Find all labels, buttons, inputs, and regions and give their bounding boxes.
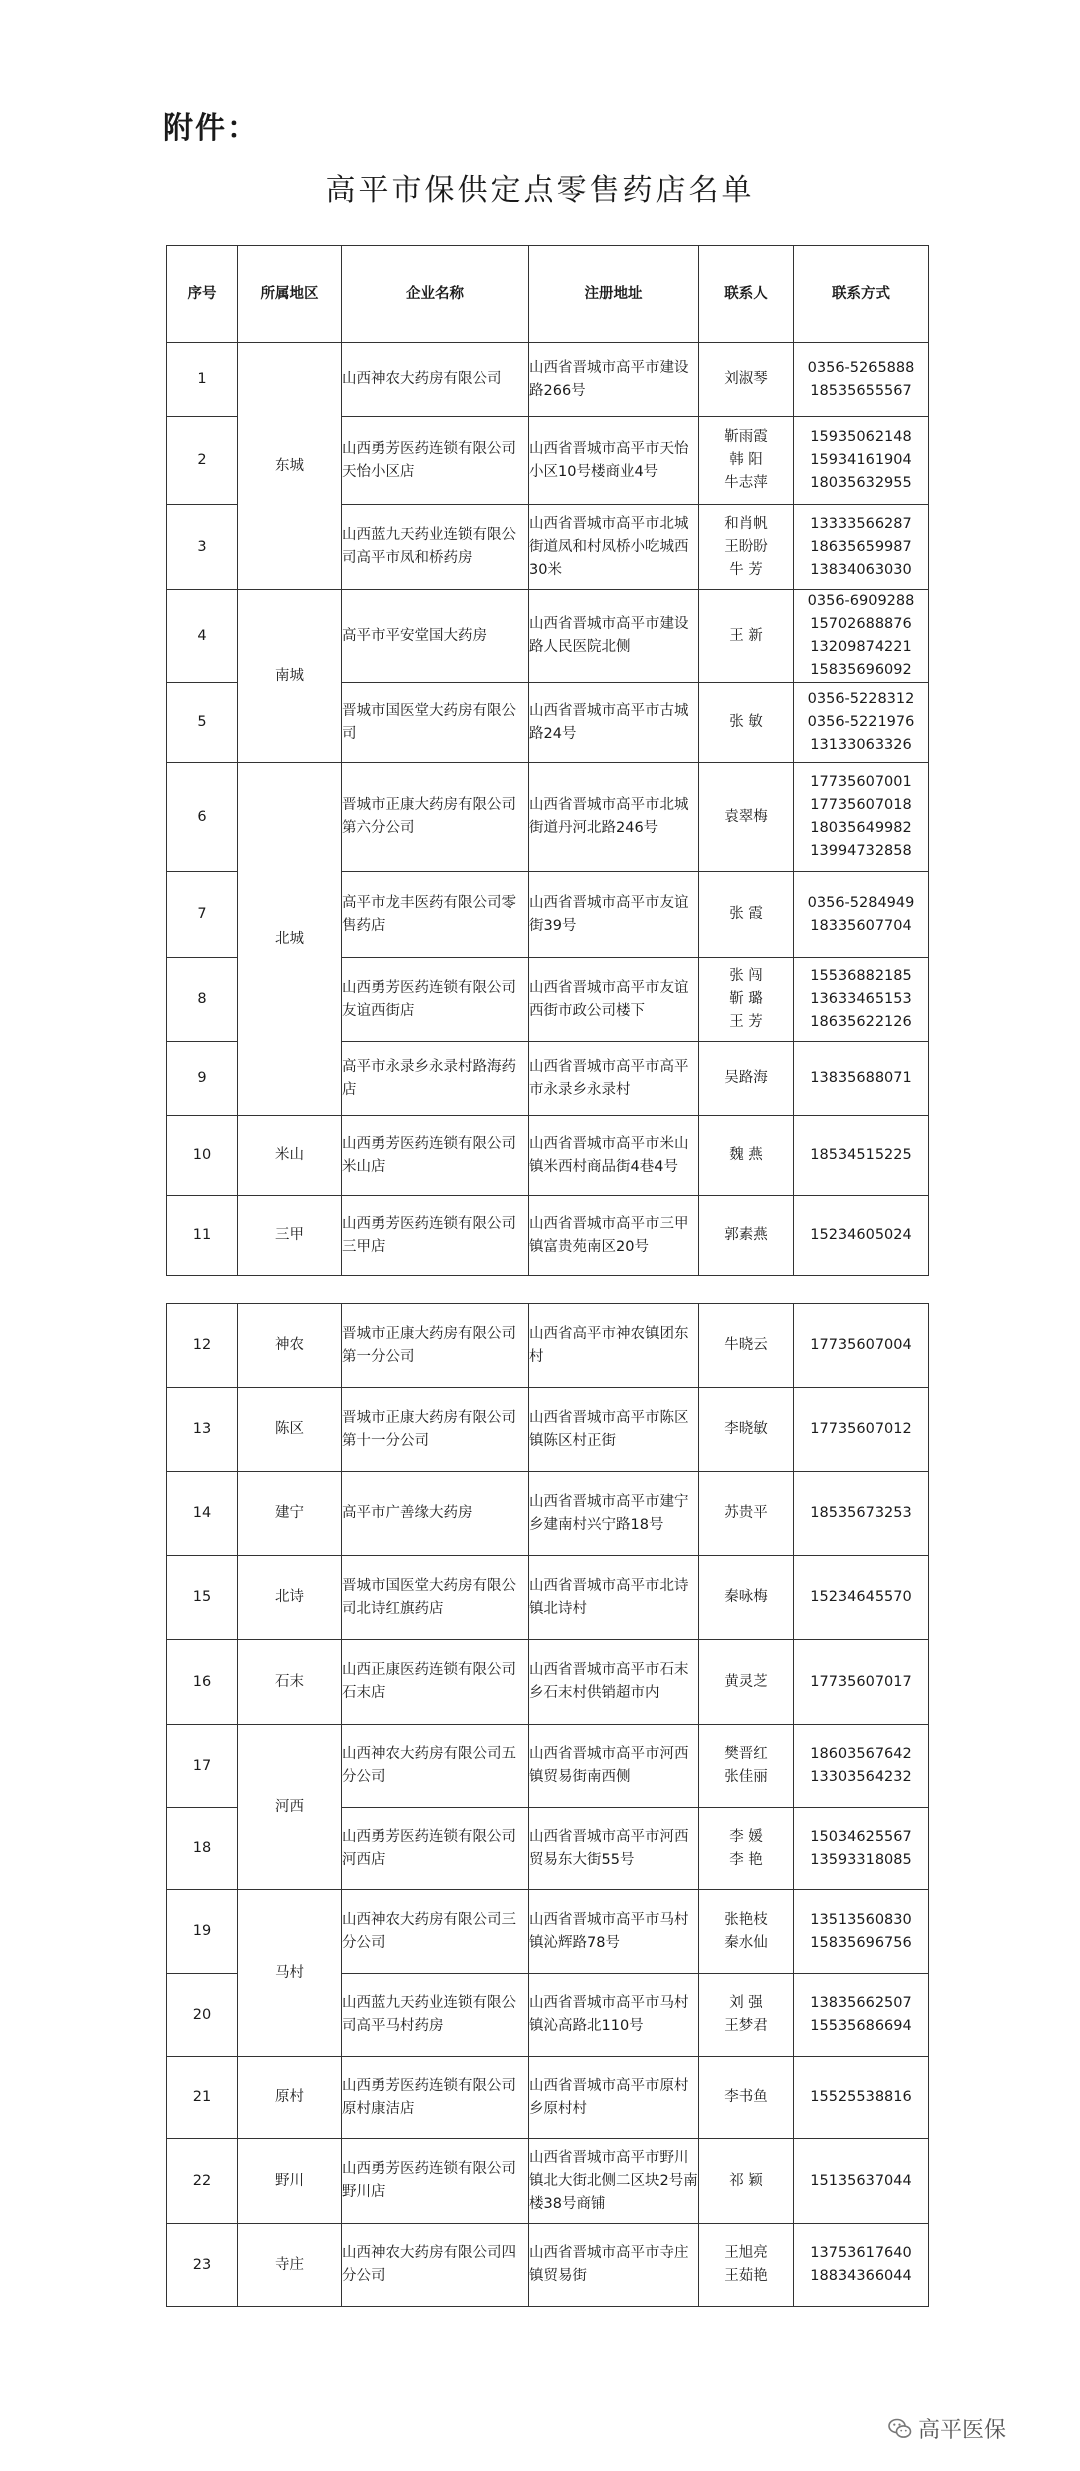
row-number: 23 xyxy=(167,2224,238,2307)
row-number: 3 xyxy=(167,505,238,590)
watermark xyxy=(888,2413,1006,2444)
registered-address: 山西省晋城市高平市北城街道丹河北路246号 xyxy=(529,763,699,872)
contact-phone xyxy=(794,2224,929,2307)
area-cell: 河西 xyxy=(238,1725,342,1890)
contact-name: 靳 璐 xyxy=(729,991,763,1007)
pharmacy-table-part-2 xyxy=(166,1303,929,2307)
company-name: 高平市平安堂国大药房 xyxy=(342,590,529,683)
contact-person xyxy=(699,1042,794,1116)
contact-person xyxy=(699,1725,794,1808)
phone-number: 0356-5221976 xyxy=(807,714,915,730)
registered-address: 山西省晋城市高平市米山镇米西村商品街4巷4号 xyxy=(529,1116,699,1196)
phone-number: 18635659987 xyxy=(810,538,912,555)
company-name: 山西勇芳医药连锁有限公司原村康洁店 xyxy=(342,2057,529,2139)
table-row xyxy=(167,1725,929,1808)
contact-phone xyxy=(794,2139,929,2224)
contact-name: 刘 强 xyxy=(729,1995,763,2011)
table-row xyxy=(167,1388,929,1472)
contact-person xyxy=(699,1890,794,1974)
contact-person xyxy=(699,763,794,872)
row-number: 6 xyxy=(167,763,238,872)
registered-address: 山西省晋城市高平市友谊街39号 xyxy=(529,872,699,958)
area-cell: 野川 xyxy=(238,2139,342,2224)
table-row xyxy=(167,1640,929,1725)
row-number: 21 xyxy=(167,2057,238,2139)
phone-number: 15234605024 xyxy=(810,1227,912,1243)
area-cell: 北诗 xyxy=(238,1556,342,1640)
header-cell: 联系方式 xyxy=(794,246,929,343)
area-cell: 建宁 xyxy=(238,1472,342,1556)
registered-address: 山西省晋城市高平市高平市永录乡永录村 xyxy=(529,1042,699,1116)
registered-address: 山西省晋城市高平市原村乡原村村 xyxy=(529,2057,699,2139)
contact-name: 王 芳 xyxy=(729,1014,763,1030)
registered-address: 山西省晋城市高平市北诗镇北诗村 xyxy=(529,1556,699,1640)
contact-name: 张 敏 xyxy=(729,714,763,730)
company-name: 山西蓝九天药业连锁有限公司高平马村药房 xyxy=(342,1974,529,2057)
contact-person xyxy=(699,1388,794,1472)
contact-name: 刘淑琴 xyxy=(724,371,768,387)
company-name: 晋城市正康大药房有限公司第一分公司 xyxy=(342,1304,529,1388)
contact-name: 韩 阳 xyxy=(729,452,763,468)
area-cell: 东城 xyxy=(238,343,342,590)
contact-person xyxy=(699,343,794,417)
contact-phone xyxy=(794,1042,929,1116)
row-number: 18 xyxy=(167,1808,238,1890)
contact-name: 张 霞 xyxy=(729,906,763,922)
contact-phone xyxy=(794,1890,929,1974)
area-cell: 三甲 xyxy=(238,1196,342,1276)
contact-name: 王茹艳 xyxy=(724,2268,768,2284)
contact-person xyxy=(699,1116,794,1196)
row-number: 10 xyxy=(167,1116,238,1196)
company-name: 山西神农大药房有限公司五分公司 xyxy=(342,1725,529,1808)
phone-number: 18834366044 xyxy=(810,2268,912,2284)
table-row xyxy=(167,2057,929,2139)
table-row xyxy=(167,2224,929,2307)
table-row xyxy=(167,1116,929,1196)
registered-address: 山西省晋城市高平市建设路人民医院北侧 xyxy=(529,590,699,683)
phone-number: 15535686694 xyxy=(810,2018,912,2034)
contact-person xyxy=(699,683,794,763)
area-cell: 南城 xyxy=(238,590,342,763)
contact-name: 靳雨霞 xyxy=(724,429,768,445)
registered-address: 山西省晋城市高平市马村镇沁辉路78号 xyxy=(529,1890,699,1974)
contact-name: 郭素燕 xyxy=(724,1227,768,1243)
registered-address: 山西省晋城市高平市北城街道凤和村凤桥小吃城西30米 xyxy=(529,505,699,590)
company-name: 高平市龙丰医药有限公司零售药店 xyxy=(342,872,529,958)
company-name: 山西神农大药房有限公司 xyxy=(342,343,529,417)
company-name: 晋城市正康大药房有限公司第六分公司 xyxy=(342,763,529,872)
table-row xyxy=(167,763,929,872)
phone-number: 17735607001 xyxy=(810,774,912,790)
registered-address: 山西省高平市神农镇团东村 xyxy=(529,1304,699,1388)
phone-number: 0356-6909288 xyxy=(807,593,915,609)
contact-phone xyxy=(794,763,929,872)
contact-name: 秦水仙 xyxy=(724,1934,768,1951)
phone-number: 0356-5228312 xyxy=(807,691,915,707)
contact-name: 张艳枝 xyxy=(724,1911,768,1928)
contact-person xyxy=(699,505,794,590)
phone-number: 15525538816 xyxy=(810,2089,912,2105)
company-name: 山西蓝九天药业连锁有限公司高平市凤和桥药房 xyxy=(342,505,529,590)
contact-person xyxy=(699,1640,794,1725)
contact-name: 樊晋红 xyxy=(724,1746,768,1762)
area-cell: 石末 xyxy=(238,1640,342,1725)
area-cell: 陈区 xyxy=(238,1388,342,1472)
table-row xyxy=(167,343,929,417)
table-header-row xyxy=(167,246,929,343)
phone-number: 17735607012 xyxy=(810,1421,912,1437)
contact-name: 黄灵芝 xyxy=(724,1673,768,1690)
company-name: 山西勇芳医药连锁有限公司三甲店 xyxy=(342,1196,529,1276)
row-number: 22 xyxy=(167,2139,238,2224)
contact-person xyxy=(699,1808,794,1890)
watermark-text: 高平医保 xyxy=(918,2418,1007,2443)
pharmacy-table-part-1 xyxy=(166,245,929,1276)
table-row xyxy=(167,1890,929,1974)
contact-name: 王盼盼 xyxy=(724,538,768,555)
phone-number: 13209874221 xyxy=(810,639,912,655)
company-name: 山西勇芳医药连锁有限公司野川店 xyxy=(342,2139,529,2224)
contact-phone xyxy=(794,505,929,590)
contact-name: 秦咏梅 xyxy=(724,1589,768,1605)
table-row xyxy=(167,1304,929,1388)
row-number: 14 xyxy=(167,1472,238,1556)
phone-number: 18535655567 xyxy=(810,382,912,399)
phone-number: 18035649982 xyxy=(810,820,912,836)
registered-address: 山西省晋城市高平市河西贸易东大街55号 xyxy=(529,1808,699,1890)
company-name: 山西正康医药连锁有限公司石末店 xyxy=(342,1640,529,1725)
phone-number: 17735607017 xyxy=(810,1673,912,1690)
contact-person xyxy=(699,1556,794,1640)
contact-phone xyxy=(794,1974,929,2057)
phone-number: 13513560830 xyxy=(810,1911,912,1928)
contact-person xyxy=(699,2057,794,2139)
company-name: 山西神农大药房有限公司四分公司 xyxy=(342,2224,529,2307)
contact-name: 和肖帆 xyxy=(724,515,768,532)
header-cell: 企业名称 xyxy=(342,246,529,343)
contact-person xyxy=(699,590,794,683)
registered-address: 山西省晋城市高平市寺庄镇贸易街 xyxy=(529,2224,699,2307)
contact-name: 苏贵平 xyxy=(724,1505,768,1521)
header-cell: 序号 xyxy=(167,246,238,343)
contact-name: 牛 芳 xyxy=(729,561,763,578)
attachment-label: 附件： xyxy=(163,111,259,146)
registered-address: 山西省晋城市高平市野川镇北大街北侧二区块2号南楼38号商铺 xyxy=(529,2139,699,2224)
phone-number: 15935062148 xyxy=(810,429,912,445)
phone-number: 15034625567 xyxy=(810,1828,912,1845)
phone-number: 13834063030 xyxy=(810,561,912,578)
contact-name: 牛晓云 xyxy=(724,1337,768,1353)
phone-number: 0356-5265888 xyxy=(807,359,915,376)
table-row xyxy=(167,2139,929,2224)
contact-phone xyxy=(794,590,929,683)
phone-number: 13835662507 xyxy=(810,1995,912,2011)
contact-phone xyxy=(794,1556,929,1640)
area-cell: 米山 xyxy=(238,1116,342,1196)
header-cell: 所属地区 xyxy=(238,246,342,343)
contact-name: 王梦君 xyxy=(724,2018,768,2034)
row-number: 5 xyxy=(167,683,238,763)
contact-name: 李 媛 xyxy=(729,1828,763,1845)
registered-address: 山西省晋城市高平市天怡小区10号楼商业4号 xyxy=(529,417,699,505)
company-name: 山西勇芳医药连锁有限公司天怡小区店 xyxy=(342,417,529,505)
table-row xyxy=(167,1196,929,1276)
phone-number: 13994732858 xyxy=(810,843,912,859)
phone-number: 13133063326 xyxy=(810,737,912,753)
row-number: 7 xyxy=(167,872,238,958)
row-number: 1 xyxy=(167,343,238,417)
contact-phone xyxy=(794,1640,929,1725)
contact-phone xyxy=(794,1196,929,1276)
company-name: 山西神农大药房有限公司三分公司 xyxy=(342,1890,529,1974)
phone-number: 18335607704 xyxy=(810,917,912,934)
contact-phone xyxy=(794,417,929,505)
registered-address: 山西省晋城市高平市河西镇贸易街南西侧 xyxy=(529,1725,699,1808)
company-name: 山西勇芳医药连锁有限公司米山店 xyxy=(342,1116,529,1196)
area-cell: 寺庄 xyxy=(238,2224,342,2307)
contact-phone xyxy=(794,2057,929,2139)
contact-person xyxy=(699,872,794,958)
phone-number: 15234645570 xyxy=(810,1589,912,1605)
row-number: 2 xyxy=(167,417,238,505)
contact-name: 王 新 xyxy=(729,627,763,644)
area-cell: 原村 xyxy=(238,2057,342,2139)
phone-number: 18635622126 xyxy=(810,1014,912,1030)
company-name: 晋城市国医堂大药房有限公司 xyxy=(342,683,529,763)
contact-phone xyxy=(794,1725,929,1808)
registered-address: 山西省晋城市高平市建设路266号 xyxy=(529,343,699,417)
contact-phone xyxy=(794,1472,929,1556)
contact-name: 祁 颖 xyxy=(729,2172,763,2189)
contact-name: 李书鱼 xyxy=(724,2089,768,2105)
contact-phone xyxy=(794,1388,929,1472)
contact-name: 张佳丽 xyxy=(724,1769,768,1785)
registered-address: 山西省晋城市高平市建宁乡建南村兴宁路18号 xyxy=(529,1472,699,1556)
phone-number: 15835696092 xyxy=(810,662,912,678)
company-name: 山西勇芳医药连锁有限公司友谊西街店 xyxy=(342,958,529,1042)
phone-number: 17735607004 xyxy=(810,1337,912,1353)
row-number: 20 xyxy=(167,1974,238,2057)
header-cell: 联系人 xyxy=(699,246,794,343)
registered-address: 山西省晋城市高平市石末乡石末村供销超市内 xyxy=(529,1640,699,1725)
registered-address: 山西省晋城市高平市陈区镇陈区村正街 xyxy=(529,1388,699,1472)
contact-phone xyxy=(794,343,929,417)
contact-person xyxy=(699,1304,794,1388)
contact-name: 王旭亮 xyxy=(724,2245,768,2261)
phone-number: 15536882185 xyxy=(810,968,912,984)
phone-number: 15702688876 xyxy=(810,616,912,632)
table-row xyxy=(167,1556,929,1640)
row-number: 8 xyxy=(167,958,238,1042)
phone-number: 13593318085 xyxy=(810,1851,912,1868)
phone-number: 13633465153 xyxy=(810,991,912,1007)
phone-number: 15835696756 xyxy=(810,1934,912,1951)
contact-person xyxy=(699,1974,794,2057)
contact-phone xyxy=(794,1304,929,1388)
header-cell: 注册地址 xyxy=(529,246,699,343)
contact-phone xyxy=(794,872,929,958)
contact-name: 张 闯 xyxy=(729,968,763,984)
registered-address: 山西省晋城市高平市三甲镇富贵苑南区20号 xyxy=(529,1196,699,1276)
area-cell: 北城 xyxy=(238,763,342,1116)
row-number: 4 xyxy=(167,590,238,683)
row-number: 19 xyxy=(167,1890,238,1974)
phone-number: 18603567642 xyxy=(810,1746,912,1762)
phone-number: 13333566287 xyxy=(810,515,912,532)
contact-person xyxy=(699,1196,794,1276)
phone-number: 15135637044 xyxy=(810,2172,912,2189)
phone-number: 18035632955 xyxy=(810,475,912,491)
registered-address: 山西省晋城市高平市古城路24号 xyxy=(529,683,699,763)
contact-name: 魏 燕 xyxy=(729,1147,763,1163)
contact-name: 袁翠梅 xyxy=(724,808,768,825)
row-number: 11 xyxy=(167,1196,238,1276)
phone-number: 18535673253 xyxy=(810,1505,912,1521)
contact-person xyxy=(699,2224,794,2307)
phone-number: 13303564232 xyxy=(810,1769,912,1785)
row-number: 12 xyxy=(167,1304,238,1388)
contact-phone xyxy=(794,1808,929,1890)
contact-name: 李 艳 xyxy=(729,1851,763,1868)
area-cell: 马村 xyxy=(238,1890,342,2057)
phone-number: 13753617640 xyxy=(810,2245,912,2261)
row-number: 15 xyxy=(167,1556,238,1640)
contact-phone xyxy=(794,683,929,763)
row-number: 13 xyxy=(167,1388,238,1472)
phone-number: 13835688071 xyxy=(810,1070,912,1086)
contact-person xyxy=(699,1472,794,1556)
row-number: 9 xyxy=(167,1042,238,1116)
contact-name: 牛志萍 xyxy=(724,475,768,491)
registered-address: 山西省晋城市高平市马村镇沁高路北110号 xyxy=(529,1974,699,2057)
phone-number: 18534515225 xyxy=(810,1147,912,1163)
company-name: 山西勇芳医药连锁有限公司河西店 xyxy=(342,1808,529,1890)
row-number: 17 xyxy=(167,1725,238,1808)
contact-person xyxy=(699,2139,794,2224)
registered-address: 山西省晋城市高平市友谊西街市政公司楼下 xyxy=(529,958,699,1042)
company-name: 高平市永录乡永录村路海药店 xyxy=(342,1042,529,1116)
row-number: 16 xyxy=(167,1640,238,1725)
wechat-icon xyxy=(888,2418,912,2440)
table-row xyxy=(167,1472,929,1556)
contact-phone xyxy=(794,1116,929,1196)
contact-person xyxy=(699,958,794,1042)
contact-name: 吴路海 xyxy=(724,1070,768,1086)
phone-number: 17735607018 xyxy=(810,797,912,813)
phone-number: 15934161904 xyxy=(810,452,912,468)
company-name: 晋城市国医堂大药房有限公司北诗红旗药店 xyxy=(342,1556,529,1640)
area-cell: 神农 xyxy=(238,1304,342,1388)
company-name: 高平市广善缘大药房 xyxy=(342,1472,529,1556)
contact-phone xyxy=(794,958,929,1042)
company-name: 晋城市正康大药房有限公司第十一分公司 xyxy=(342,1388,529,1472)
phone-number: 0356-5284949 xyxy=(807,894,915,911)
contact-person xyxy=(699,417,794,505)
document-title: 高平市保供定点零售药店名单 xyxy=(325,173,755,208)
table-row xyxy=(167,590,929,683)
contact-name: 李晓敏 xyxy=(724,1421,768,1437)
